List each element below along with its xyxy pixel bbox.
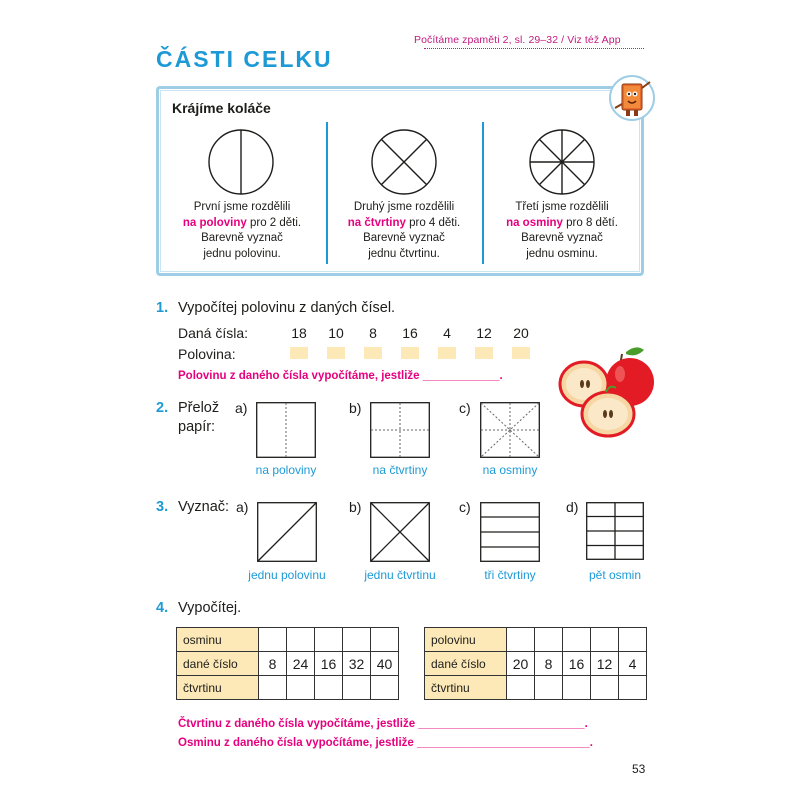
intro-panel-halves xyxy=(172,200,312,262)
given-number: 16 xyxy=(402,325,418,341)
exercise-3-instruction: Vyznač: xyxy=(178,499,230,515)
highlight-term: na poloviny xyxy=(182,216,247,229)
shape-caption: tři čtvrtiny xyxy=(484,568,536,582)
exercise-3-number: 3. xyxy=(156,499,169,515)
table-row xyxy=(425,652,647,676)
given-value: 32 xyxy=(343,652,371,676)
answer-cell[interactable] xyxy=(535,676,563,700)
answer-blank[interactable] xyxy=(290,347,308,359)
paper-quarters[interactable] xyxy=(370,402,430,458)
exercise-1-rule: Polovinu z daného čísla vypočítáme, jestliže ____________. xyxy=(178,370,503,382)
given-number: 4 xyxy=(443,325,451,341)
answer-cell[interactable] xyxy=(507,628,535,652)
intro-panel-eighths xyxy=(492,200,632,262)
square-eight-cells[interactable] xyxy=(586,502,644,560)
exercise-4-rule-eighth: Osminu z daného čísla vypočítáme, jestliže ___________________________. xyxy=(178,737,593,749)
answer-cell[interactable] xyxy=(591,628,619,652)
intro-text-line: Třetí jsme rozdělili xyxy=(515,201,609,213)
row-header: dané číslo xyxy=(425,652,507,676)
given-value: 8 xyxy=(259,652,287,676)
intro-text-rest: pro 8 dětí. xyxy=(562,216,618,229)
given-number: 18 xyxy=(291,325,307,341)
item-letter: b) xyxy=(349,400,362,416)
table-halves-quarters xyxy=(424,627,647,700)
paper-caption: na osminy xyxy=(482,463,538,477)
page-title: ČÁSTI CELKU xyxy=(156,46,333,72)
intro-panel-quarters xyxy=(334,200,474,262)
apples-illustration xyxy=(556,344,660,440)
table-eighths-quarters xyxy=(176,627,399,700)
given-number: 10 xyxy=(328,325,344,341)
answer-blank[interactable] xyxy=(401,347,419,359)
item-letter: a) xyxy=(235,400,248,416)
exercise-2-number: 2. xyxy=(156,400,169,416)
given-value: 24 xyxy=(287,652,315,676)
answer-cell[interactable] xyxy=(563,676,591,700)
item-letter: a) xyxy=(236,499,249,515)
given-value: 8 xyxy=(535,652,563,676)
shape-caption: jednu polovinu xyxy=(248,568,326,582)
answer-cell[interactable] xyxy=(563,628,591,652)
row-header: dané číslo xyxy=(177,652,259,676)
square-diagonal[interactable] xyxy=(257,502,317,562)
answer-cell[interactable] xyxy=(619,676,647,700)
given-number: 8 xyxy=(369,325,377,341)
given-number: 12 xyxy=(476,325,492,341)
row-label-half: Polovina: xyxy=(178,346,236,362)
item-letter: c) xyxy=(459,400,471,416)
given-value: 12 xyxy=(591,652,619,676)
square-four-stripes[interactable] xyxy=(480,502,540,562)
intro-text-line xyxy=(492,216,632,232)
exercise-1-number: 1. xyxy=(156,300,169,316)
intro-title: Krájíme koláče xyxy=(172,100,271,116)
given-value: 4 xyxy=(619,652,647,676)
answer-cell[interactable] xyxy=(315,676,343,700)
square-cross[interactable] xyxy=(370,502,430,562)
highlight-term: na osminy xyxy=(506,216,563,229)
intro-text-line: Barevně vyznač xyxy=(521,232,603,244)
item-letter: d) xyxy=(566,499,579,515)
item-letter: c) xyxy=(459,499,471,515)
exercise-2-instruction-line2: papír: xyxy=(178,419,216,435)
intro-text-line xyxy=(172,216,312,232)
table-row xyxy=(425,628,647,652)
pie-quarters-icon xyxy=(370,128,438,196)
intro-text-rest: pro 4 děti. xyxy=(405,216,461,229)
table-row xyxy=(177,652,399,676)
book-mascot-icon xyxy=(608,74,656,122)
exercise-4-instruction: Vypočítej. xyxy=(178,600,242,616)
shape-caption: jednu čtvrtinu xyxy=(364,568,436,582)
intro-text-rest: pro 2 děti. xyxy=(246,216,302,229)
answer-blank[interactable] xyxy=(327,347,345,359)
table-row xyxy=(425,676,647,700)
answer-blank[interactable] xyxy=(512,347,530,359)
row-label-numbers: Daná čísla: xyxy=(178,325,249,341)
given-value: 40 xyxy=(371,652,399,676)
book-reference: Počítáme zpaměti 2, sl. 29–32 / Viz též App xyxy=(414,34,621,46)
page-number: 53 xyxy=(632,762,646,776)
paper-caption: na čtvrtiny xyxy=(372,463,428,477)
row-header: čtvrtinu xyxy=(425,676,507,700)
answer-cell[interactable] xyxy=(287,628,315,652)
paper-halves[interactable] xyxy=(256,402,316,458)
intro-text-line: jednu osminu. xyxy=(526,247,598,260)
exercise-1-instruction: Vypočítej polovinu z daných čísel. xyxy=(178,300,396,316)
highlight-term: na čtvrtiny xyxy=(347,216,406,229)
answer-cell[interactable] xyxy=(343,628,371,652)
intro-text-line: Druhý jsme rozdělili xyxy=(353,201,455,213)
given-value: 16 xyxy=(315,652,343,676)
exercise-4-number: 4. xyxy=(156,600,169,616)
answer-cell[interactable] xyxy=(619,628,647,652)
intro-text-line: jednu polovinu. xyxy=(203,247,281,260)
answer-blank[interactable] xyxy=(364,347,382,359)
answer-blank[interactable] xyxy=(475,347,493,359)
item-letter: b) xyxy=(349,499,362,515)
intro-text-line: První jsme rozdělili xyxy=(193,201,291,213)
intro-text-line xyxy=(334,216,474,232)
exercise-4-rule-quarter: Čtvrtinu z daného čísla vypočítáme, jestliže __________________________. xyxy=(178,718,588,730)
paper-caption: na poloviny xyxy=(255,463,317,477)
paper-eighths[interactable] xyxy=(480,402,540,458)
answer-cell[interactable] xyxy=(259,676,287,700)
pie-halves-icon xyxy=(207,128,275,196)
panel-divider xyxy=(326,122,328,264)
row-header: polovinu xyxy=(425,628,507,652)
answer-cell[interactable] xyxy=(287,676,315,700)
row-header: čtvrtinu xyxy=(177,676,259,700)
answer-cell[interactable] xyxy=(343,676,371,700)
answer-cell[interactable] xyxy=(535,628,563,652)
intro-text-line: jednu čtvrtinu. xyxy=(368,247,440,260)
given-value: 16 xyxy=(563,652,591,676)
answer-blank[interactable] xyxy=(438,347,456,359)
table-row xyxy=(177,676,399,700)
given-value: 20 xyxy=(507,652,535,676)
shape-caption: pět osmin xyxy=(588,568,642,582)
panel-divider xyxy=(482,122,484,264)
answer-cell[interactable] xyxy=(507,676,535,700)
answer-cell[interactable] xyxy=(259,628,287,652)
answer-cell[interactable] xyxy=(315,628,343,652)
intro-text-line: Barevně vyznač xyxy=(201,232,283,244)
reference-underline xyxy=(424,48,644,49)
row-header: osminu xyxy=(177,628,259,652)
intro-text-line: Barevně vyznač xyxy=(363,232,445,244)
answer-cell[interactable] xyxy=(371,676,399,700)
pie-eighths-icon xyxy=(528,128,596,196)
given-number: 20 xyxy=(513,325,529,341)
answer-cell[interactable] xyxy=(371,628,399,652)
table-row xyxy=(177,628,399,652)
answer-cell[interactable] xyxy=(591,676,619,700)
exercise-2-instruction-line1: Přelož xyxy=(178,400,220,416)
